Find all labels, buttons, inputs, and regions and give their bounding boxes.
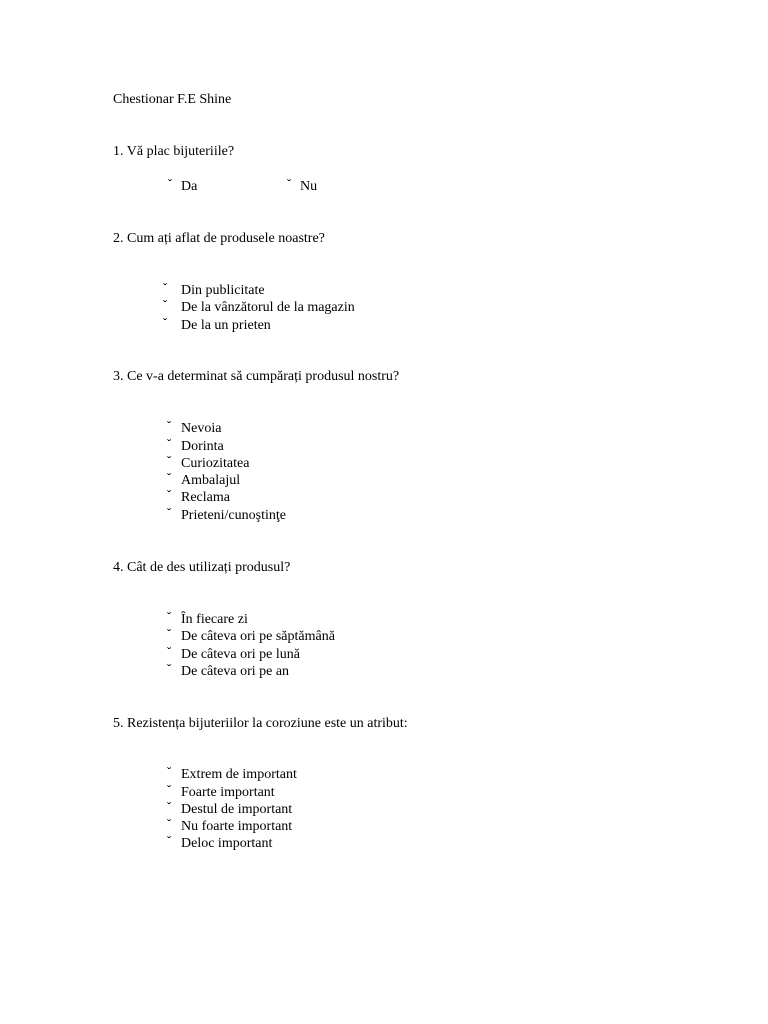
option-label: Din publicitate [181, 283, 265, 298]
checkbox-marker: ˇ [162, 297, 168, 312]
document-title: Chestionar F.E Shine [113, 92, 232, 107]
checkbox-marker: ˇ [166, 764, 172, 779]
question-3: 3. Ce v-a determinat să cumpărați produsul nostru? [113, 369, 400, 384]
option-label: Dorinta [181, 439, 224, 454]
question-5: 5. Rezistența bijuteriilor la coroziune este un atribut: [113, 716, 408, 731]
option-label: Reclama [181, 490, 230, 505]
checkbox-marker: ˇ [166, 782, 172, 797]
checkbox-marker: ˇ [166, 453, 172, 468]
checkbox-marker: ˇ [166, 816, 172, 831]
option-label: Ambalajul [181, 473, 241, 488]
option-label: Nu foarte important [181, 819, 293, 834]
checkbox-marker: ˇ [166, 661, 172, 676]
option-label: Extrem de important [181, 767, 297, 782]
option-label: Foarte important [181, 785, 275, 800]
option-label: Deloc important [181, 836, 273, 851]
checkbox-marker: ˇ [166, 609, 172, 624]
question-2: 2. Cum ați aflat de produsele noastre? [113, 231, 325, 246]
checkbox-marker: ˇ [166, 626, 172, 641]
checkbox-marker: ˇ [166, 799, 172, 814]
checkbox-marker: ˇ [166, 470, 172, 485]
option-label: Curiozitatea [181, 456, 250, 471]
question-1: 1. Vă plac bijuteriile? [113, 144, 235, 159]
option-label: În fiecare zi [181, 612, 248, 627]
checkbox-marker: ˇ [167, 176, 173, 191]
checkbox-marker: ˇ [166, 418, 172, 433]
checkbox-marker: ˇ [166, 436, 172, 451]
option-label: Nevoia [181, 421, 222, 436]
checkbox-marker: ˇ [286, 176, 292, 191]
option-label: De câteva ori pe săptămână [181, 629, 335, 644]
checkbox-marker: ˇ [166, 505, 172, 520]
question-4: 4. Cât de des utilizați produsul? [113, 560, 291, 575]
checkbox-marker: ˇ [162, 280, 168, 295]
option-label: Destul de important [181, 802, 293, 817]
option-label: Da [181, 179, 198, 194]
checkbox-marker: ˇ [166, 487, 172, 502]
option-label: De la un prieten [181, 318, 271, 333]
option-label: Nu [300, 179, 318, 194]
option-label: Prieteni/cunoştinţe [181, 508, 286, 523]
option-label: De câteva ori pe lună [181, 647, 300, 662]
checkbox-marker: ˇ [166, 833, 172, 848]
checkbox-marker: ˇ [162, 315, 168, 330]
checkbox-marker: ˇ [166, 644, 172, 659]
option-label: De la vânzătorul de la magazin [181, 300, 355, 315]
option-label: De câteva ori pe an [181, 664, 290, 679]
